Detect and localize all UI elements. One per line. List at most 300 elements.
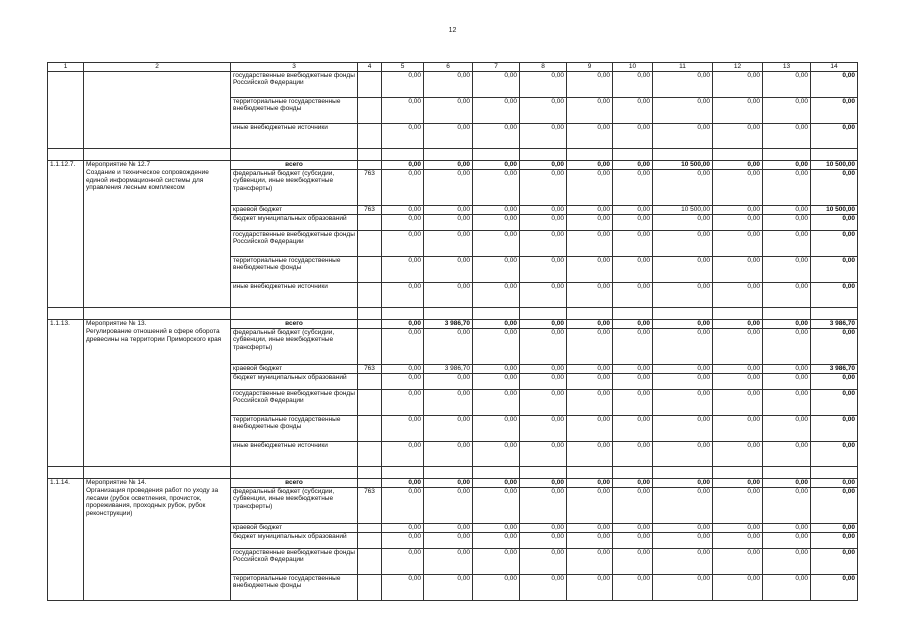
value-cell: 0,00	[473, 478, 520, 487]
spacer-cell	[653, 307, 713, 319]
budget-code-cell	[358, 574, 382, 600]
source-label: территориальные государственные внебюджетные фонды	[231, 256, 358, 282]
value-cell: 0,00	[473, 389, 520, 415]
value-cell: 10 500,00	[811, 160, 858, 169]
value-cell: 0,00	[763, 574, 811, 600]
value-cell: 0,00	[653, 71, 713, 97]
value-cell: 0,00	[653, 230, 713, 256]
value-cell: 0,00	[763, 389, 811, 415]
value-cell: 0,00	[424, 123, 473, 148]
value-cell: 0,00	[473, 328, 520, 364]
value-cell: 0,00	[613, 523, 653, 532]
value-cell: 0,00	[520, 364, 567, 373]
value-cell: 0,00	[713, 415, 763, 441]
value-cell: 0,00	[811, 71, 858, 97]
spacer-cell	[811, 307, 858, 319]
value-cell: 0,00	[653, 415, 713, 441]
value-cell: 0,00	[382, 328, 424, 364]
spacer-cell	[48, 466, 84, 478]
value-cell: 0,00	[520, 205, 567, 214]
table-row	[48, 389, 858, 415]
value-cell: 0,00	[382, 256, 424, 282]
value-cell: 0,00	[473, 548, 520, 574]
value-cell: 0,00	[613, 282, 653, 307]
value-cell: 0,00	[424, 328, 473, 364]
value-cell: 0,00	[763, 71, 811, 97]
measure-code: 1.1.12.7.	[48, 160, 84, 169]
value-cell: 0,00	[424, 441, 473, 466]
value-cell: 0,00	[713, 548, 763, 574]
value-cell: 0,00	[763, 532, 811, 548]
value-cell: 0,00	[424, 523, 473, 532]
value-cell: 0,00	[473, 169, 520, 205]
value-cell: 0,00	[424, 256, 473, 282]
table-row	[48, 373, 858, 389]
value-cell: 0,00	[567, 282, 613, 307]
table-row	[48, 487, 858, 523]
value-cell: 0,00	[473, 71, 520, 97]
spacer-cell	[811, 148, 858, 160]
value-cell: 0,00	[473, 205, 520, 214]
header-cell: 5	[382, 63, 424, 72]
value-cell: 0,00	[520, 415, 567, 441]
value-cell: 0,00	[613, 415, 653, 441]
value-cell: 0,00	[473, 123, 520, 148]
value-cell: 0,00	[424, 532, 473, 548]
header-cell: 7	[473, 63, 520, 72]
value-cell: 0,00	[382, 373, 424, 389]
value-cell: 0,00	[473, 441, 520, 466]
measure-code	[48, 328, 84, 364]
budget-code-cell	[358, 123, 382, 148]
measure-description	[84, 574, 231, 600]
value-cell: 10 500,00	[653, 160, 713, 169]
budget-code-cell: 763	[358, 169, 382, 205]
header-cell: 13	[763, 63, 811, 72]
value-cell: 0,00	[613, 169, 653, 205]
value-cell: 0,00	[653, 214, 713, 230]
source-label: государственные внебюджетные фонды Российской Федерации	[231, 230, 358, 256]
value-cell: 0,00	[567, 532, 613, 548]
value-cell: 0,00	[653, 97, 713, 123]
value-cell: 0,00	[653, 169, 713, 205]
value-cell: 0,00	[613, 214, 653, 230]
value-cell: 0,00	[382, 532, 424, 548]
value-cell: 0,00	[811, 487, 858, 523]
value-cell: 0,00	[382, 319, 424, 328]
value-cell: 0,00	[473, 282, 520, 307]
value-cell: 0,00	[763, 373, 811, 389]
value-cell: 0,00	[382, 415, 424, 441]
value-cell: 0,00	[763, 487, 811, 523]
measure-code	[48, 230, 84, 256]
value-cell: 0,00	[763, 169, 811, 205]
value-cell: 0,00	[811, 230, 858, 256]
value-cell: 0,00	[613, 319, 653, 328]
table-row	[48, 441, 858, 466]
value-cell: 0,00	[567, 71, 613, 97]
value-cell: 0,00	[613, 256, 653, 282]
budget-code-cell	[358, 389, 382, 415]
value-cell: 0,00	[520, 574, 567, 600]
spacer-cell	[713, 148, 763, 160]
table-row	[48, 532, 858, 548]
value-cell: 0,00	[613, 548, 653, 574]
value-cell: 0,00	[567, 415, 613, 441]
value-cell: 0,00	[567, 319, 613, 328]
table-row	[48, 169, 858, 205]
value-cell: 0,00	[713, 478, 763, 487]
source-label: федеральный бюджет (субсидии, субвенции, иные межбюджетные трансферты)	[231, 169, 358, 205]
table-row	[48, 282, 858, 307]
value-cell: 0,00	[613, 364, 653, 373]
table-row	[48, 123, 858, 148]
value-cell: 0,00	[520, 523, 567, 532]
value-cell: 0,00	[653, 574, 713, 600]
value-cell: 0,00	[567, 548, 613, 574]
table-row	[48, 523, 858, 532]
header-cell: 14	[811, 63, 858, 72]
value-cell: 0,00	[567, 169, 613, 205]
measure-name: Мероприятие № 13.	[86, 319, 147, 327]
value-cell: 0,00	[713, 389, 763, 415]
value-cell: 0,00	[567, 97, 613, 123]
value-cell: 0,00	[473, 487, 520, 523]
value-cell: 0,00	[763, 97, 811, 123]
value-cell: 0,00	[567, 256, 613, 282]
spacer-cell	[382, 307, 424, 319]
spacer-cell	[613, 466, 653, 478]
value-cell: 0,00	[713, 319, 763, 328]
spacer-cell	[713, 307, 763, 319]
value-cell: 0,00	[763, 328, 811, 364]
value-cell: 0,00	[382, 364, 424, 373]
budget-code-cell	[358, 256, 382, 282]
value-cell: 0,00	[653, 548, 713, 574]
value-cell: 0,00	[713, 282, 763, 307]
measure-code	[48, 373, 84, 389]
spacer-cell	[811, 466, 858, 478]
value-cell: 0,00	[763, 319, 811, 328]
value-cell: 0,00	[613, 574, 653, 600]
spacer-cell	[653, 466, 713, 478]
spacer-cell	[473, 466, 520, 478]
table-row	[48, 478, 858, 487]
value-cell: 0,00	[763, 123, 811, 148]
value-cell: 0,00	[763, 282, 811, 307]
table-row	[48, 230, 858, 256]
value-cell: 0,00	[473, 364, 520, 373]
source-label: государственные внебюджетные фонды Российской Федерации	[231, 71, 358, 97]
value-cell: 0,00	[811, 532, 858, 548]
value-cell: 0,00	[613, 532, 653, 548]
value-cell: 0,00	[811, 548, 858, 574]
value-cell: 0,00	[567, 487, 613, 523]
measure-description	[84, 205, 231, 214]
spacer-cell	[520, 148, 567, 160]
value-cell: 3 986,70	[811, 364, 858, 373]
value-cell: 0,00	[653, 478, 713, 487]
measure-code: 1.1.13.	[48, 319, 84, 328]
value-cell: 0,00	[424, 373, 473, 389]
value-cell: 0,00	[520, 487, 567, 523]
spacer-row	[48, 148, 858, 160]
value-cell: 0,00	[763, 160, 811, 169]
budget-code-cell	[358, 282, 382, 307]
header-cell: 6	[424, 63, 473, 72]
spacer-cell	[358, 466, 382, 478]
budget-code-cell	[358, 160, 382, 169]
value-cell: 0,00	[613, 205, 653, 214]
measure-description	[84, 319, 231, 328]
value-cell: 0,00	[713, 214, 763, 230]
value-cell: 0,00	[713, 205, 763, 214]
budget-code-cell	[358, 328, 382, 364]
code-cell	[48, 71, 84, 97]
spacer-row	[48, 307, 858, 319]
value-cell: 0,00	[811, 214, 858, 230]
header-cell: 10	[613, 63, 653, 72]
value-cell: 0,00	[424, 169, 473, 205]
spacer-cell	[424, 466, 473, 478]
value-cell: 0,00	[713, 169, 763, 205]
measure-code	[48, 389, 84, 415]
budget-code-cell: 763	[358, 364, 382, 373]
spacer-cell	[358, 307, 382, 319]
value-cell: 0,00	[424, 389, 473, 415]
measure-description	[84, 532, 231, 548]
value-cell: 0,00	[424, 282, 473, 307]
value-cell: 3 986,70	[811, 319, 858, 328]
value-cell: 0,00	[520, 532, 567, 548]
value-cell: 0,00	[653, 123, 713, 148]
value-cell: 0,00	[811, 328, 858, 364]
value-cell: 0,00	[473, 532, 520, 548]
value-cell: 0,00	[520, 389, 567, 415]
table-body	[48, 63, 858, 601]
value-cell: 0,00	[713, 364, 763, 373]
source-label: территориальные государственные внебюджетные фонды	[231, 574, 358, 600]
value-cell: 0,00	[653, 487, 713, 523]
value-cell: 0,00	[382, 169, 424, 205]
spacer-cell	[473, 307, 520, 319]
value-cell: 0,00	[713, 123, 763, 148]
measure-description: Организация проведения работ по уходу за лесами (рубок осветления, прочисток, прореживания, проходных рубок, рубок реконструкции)	[84, 487, 231, 523]
value-cell: 0,00	[424, 214, 473, 230]
value-cell: 0,00	[613, 373, 653, 389]
measure-code	[48, 487, 84, 523]
value-cell: 0,00	[382, 97, 424, 123]
spacer-cell	[653, 148, 713, 160]
value-cell: 0,00	[520, 548, 567, 574]
value-cell: 0,00	[567, 160, 613, 169]
spacer-cell	[358, 148, 382, 160]
measure-description	[84, 230, 231, 256]
value-cell: 0,00	[382, 389, 424, 415]
value-cell: 0,00	[811, 478, 858, 487]
measure-description: Регулирование отношений в сфере оборота древесины на территории Приморского края	[84, 328, 231, 364]
source-label: федеральный бюджет (субсидии, субвенции, иные межбюджетные трансферты)	[231, 328, 358, 364]
budget-code-cell	[358, 97, 382, 123]
page-number: 12	[448, 27, 457, 34]
value-cell: 0,00	[382, 574, 424, 600]
value-cell: 0,00	[520, 71, 567, 97]
value-cell: 0,00	[424, 574, 473, 600]
spacer-cell	[84, 307, 231, 319]
value-cell: 0,00	[613, 389, 653, 415]
value-cell: 0,00	[713, 441, 763, 466]
value-cell: 0,00	[567, 328, 613, 364]
header-cell: 2	[84, 63, 231, 72]
source-label: территориальные государственные внебюджетные фонды	[231, 415, 358, 441]
value-cell: 0,00	[382, 230, 424, 256]
value-cell: 0,00	[613, 441, 653, 466]
source-label: федеральный бюджет (субсидии, субвенции, иные межбюджетные трансферты)	[231, 487, 358, 523]
value-cell: 0,00	[382, 160, 424, 169]
source-label: бюджет муниципальных образований	[231, 373, 358, 389]
measure-code	[48, 256, 84, 282]
value-cell: 0,00	[473, 373, 520, 389]
value-cell: 0,00	[520, 373, 567, 389]
value-cell: 0,00	[424, 71, 473, 97]
value-cell: 0,00	[763, 548, 811, 574]
spacer-cell	[613, 307, 653, 319]
budget-code-cell	[358, 230, 382, 256]
spacer-cell	[48, 148, 84, 160]
value-cell: 0,00	[713, 160, 763, 169]
measure-description	[84, 523, 231, 532]
budget-code-cell	[358, 523, 382, 532]
table-row	[48, 205, 858, 214]
table-row	[48, 328, 858, 364]
value-cell: 0,00	[424, 548, 473, 574]
budget-code-cell: 763	[358, 205, 382, 214]
value-cell: 0,00	[713, 523, 763, 532]
value-cell: 0,00	[763, 478, 811, 487]
value-cell: 0,00	[811, 574, 858, 600]
measure-description	[84, 478, 231, 487]
value-cell: 0,00	[567, 214, 613, 230]
spacer-cell	[520, 466, 567, 478]
value-cell: 0,00	[520, 97, 567, 123]
value-cell: 0,00	[382, 205, 424, 214]
value-cell: 0,00	[653, 328, 713, 364]
source-label: иные внебюджетные источники	[231, 282, 358, 307]
value-cell: 0,00	[520, 328, 567, 364]
source-label: государственные внебюджетные фонды Российской Федерации	[231, 389, 358, 415]
value-cell: 0,00	[567, 364, 613, 373]
source-label: территориальные государственные внебюджетные фонды	[231, 97, 358, 123]
spacer-cell	[382, 148, 424, 160]
value-cell: 0,00	[567, 373, 613, 389]
value-cell: 0,00	[811, 97, 858, 123]
value-cell: 0,00	[424, 478, 473, 487]
budget-code-cell	[358, 71, 382, 97]
measure-description	[84, 373, 231, 389]
value-cell: 0,00	[613, 160, 653, 169]
table-row	[48, 97, 858, 123]
value-cell: 0,00	[713, 71, 763, 97]
measure-code	[48, 364, 84, 373]
spacer-cell	[473, 148, 520, 160]
measure-code: 1.1.14.	[48, 478, 84, 487]
spacer-cell	[567, 148, 613, 160]
budget-table	[47, 62, 858, 601]
spacer-cell	[424, 148, 473, 160]
value-cell: 0,00	[713, 256, 763, 282]
total-label: всего	[231, 478, 358, 487]
table-row	[48, 364, 858, 373]
budget-code-cell	[358, 214, 382, 230]
value-cell: 0,00	[473, 574, 520, 600]
measure-cell	[84, 71, 231, 97]
measure-code	[48, 532, 84, 548]
value-cell: 0,00	[763, 364, 811, 373]
source-label: краевой бюджет	[231, 364, 358, 373]
spacer-cell	[567, 307, 613, 319]
value-cell: 0,00	[613, 123, 653, 148]
budget-code-cell	[358, 548, 382, 574]
measure-code	[48, 169, 84, 205]
value-cell: 0,00	[382, 71, 424, 97]
value-cell: 0,00	[763, 230, 811, 256]
value-cell: 0,00	[653, 373, 713, 389]
value-cell: 0,00	[763, 441, 811, 466]
budget-code-cell: 763	[358, 487, 382, 523]
value-cell: 0,00	[382, 478, 424, 487]
value-cell: 0,00	[811, 389, 858, 415]
measure-name: Мероприятие № 14.	[86, 478, 147, 486]
value-cell: 0,00	[811, 169, 858, 205]
spacer-cell	[231, 148, 358, 160]
source-label: краевой бюджет	[231, 523, 358, 532]
value-cell: 0,00	[713, 328, 763, 364]
value-cell: 0,00	[473, 256, 520, 282]
value-cell: 0,00	[382, 523, 424, 532]
measure-code	[48, 205, 84, 214]
measure-cell	[84, 97, 231, 123]
header-cell: 4	[358, 63, 382, 72]
value-cell: 0,00	[424, 230, 473, 256]
value-cell: 0,00	[473, 319, 520, 328]
code-cell	[48, 123, 84, 148]
value-cell: 0,00	[567, 389, 613, 415]
value-cell: 10 500,00	[653, 205, 713, 214]
value-cell: 0,00	[473, 415, 520, 441]
value-cell: 0,00	[653, 441, 713, 466]
value-cell: 0,00	[520, 256, 567, 282]
header-cell: 11	[653, 63, 713, 72]
value-cell: 0,00	[520, 319, 567, 328]
source-label: иные внебюджетные источники	[231, 123, 358, 148]
spacer-cell	[424, 307, 473, 319]
table-row	[48, 415, 858, 441]
total-label: всего	[231, 160, 358, 169]
value-cell: 0,00	[613, 487, 653, 523]
value-cell: 3 986,70	[424, 364, 473, 373]
spacer-cell	[84, 466, 231, 478]
value-cell: 0,00	[567, 230, 613, 256]
measure-code	[48, 523, 84, 532]
measure-code	[48, 548, 84, 574]
value-cell: 0,00	[520, 123, 567, 148]
value-cell: 0,00	[653, 523, 713, 532]
value-cell: 0,00	[613, 97, 653, 123]
measure-description	[84, 548, 231, 574]
header-cell: 1	[48, 63, 84, 72]
measure-cell	[84, 123, 231, 148]
spacer-cell	[763, 148, 811, 160]
